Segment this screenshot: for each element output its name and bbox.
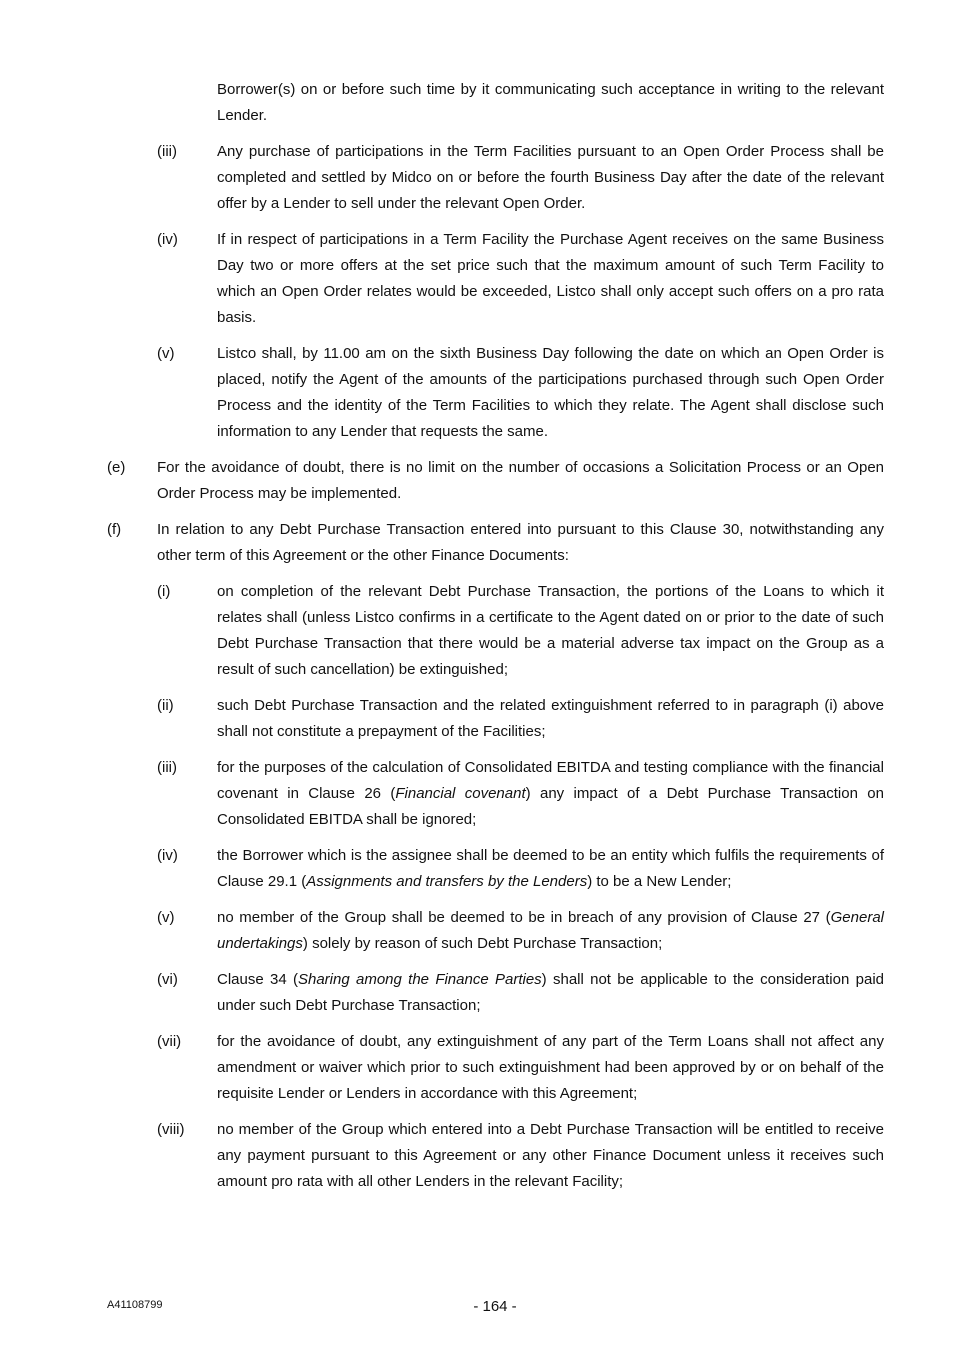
text-segment: no member of the Group shall be deemed to be in breach of any provision of Clause 27 (	[217, 909, 831, 926]
paragraph-number: (vi)	[157, 971, 178, 988]
paragraph-number: (iv)	[157, 231, 178, 248]
paragraph-f-v	[0, 905, 965, 957]
paragraph-number: (f)	[107, 521, 122, 538]
paragraph-number: (e)	[107, 459, 126, 476]
paragraph-f-iv	[0, 843, 965, 895]
paragraph-number: (vii)	[157, 1033, 182, 1050]
paragraph-number: (v)	[157, 909, 175, 926]
text-segment: ) to be a New Lender;	[587, 873, 732, 890]
text-segment: ) shall not be applicable to the consideration paid under such Debt Purchase Transaction;	[217, 971, 884, 1014]
paragraph-text: Listco shall, by 11.00 am on the sixth Business Day following the date on which an Open Order is placed, notify the Agent of the amounts of the participations purchased through such Open Order Process and the identity of the Term Facilities to which they relate. The Agent shall disclose such information to any Lender that requests the same.	[217, 345, 884, 440]
clause-title: Financial covenant	[395, 785, 526, 802]
paragraph-text: For the avoidance of doubt, there is no limit on the number of occasions a Solicitation Process or an Open Order Process may be implemented.	[157, 459, 884, 502]
text-segment: ) any impact of a Debt Purchase Transaction on Consolidated EBITDA shall be ignored;	[217, 785, 884, 828]
paragraph-d-iv	[0, 227, 965, 331]
paragraph-d-v	[0, 341, 965, 445]
paragraph-number: (iii)	[157, 759, 177, 776]
text-segment: Clause 34 (	[217, 971, 298, 988]
paragraph-text	[217, 967, 884, 1019]
paragraph-f-i	[0, 579, 965, 683]
paragraph-number: (ii)	[157, 697, 174, 714]
page-content	[0, 77, 965, 1205]
paragraph-text: no member of the Group which entered into a Debt Purchase Transaction will be entitled to receive any payment pursuant to this Agreement or any other Finance Document unless it receives such amount pro rata with all other Lenders in the relevant Facility;	[217, 1121, 884, 1190]
paragraph-text	[217, 905, 884, 957]
paragraph-number: (v)	[157, 345, 175, 362]
paragraph-f-iii	[0, 755, 965, 833]
paragraph-continuation	[0, 77, 965, 129]
paragraph-f-vi	[0, 967, 965, 1019]
paragraph-f-ii	[0, 693, 965, 745]
page-number: - 164 -	[473, 1298, 517, 1315]
paragraph-text: Any purchase of participations in the Term Facilities pursuant to an Open Order Process shall be completed and settled by Midco on or before the fourth Business Day after the date of the relevant offer by a Lender to sell under the relevant Open Order.	[217, 143, 884, 212]
paragraph-text: on completion of the relevant Debt Purchase Transaction, the portions of the Loans to which it relates shall (unless Listco confirms in a certificate to the Agent dated on or prior to the date of such Debt Purchase Transaction that there would be a material adverse tax impact on the Group as a result of such cancellation) be extinguished;	[217, 583, 884, 678]
paragraph-number: (viii)	[157, 1121, 185, 1138]
clause-title: General undertakings	[217, 909, 884, 952]
paragraph-number: (iii)	[157, 143, 177, 160]
paragraph-e	[0, 455, 965, 507]
paragraph-f-vii	[0, 1029, 965, 1107]
text-segment: for the purposes of the calculation of Consolidated EBITDA and testing compliance with the financial covenant in Clause 26 (	[217, 759, 884, 802]
clause-title: Sharing among the Finance Parties	[297, 971, 542, 988]
paragraph-f	[0, 517, 965, 569]
paragraph-text	[217, 843, 884, 895]
paragraph-text: In relation to any Debt Purchase Transaction entered into pursuant to this Clause 30, notwithstanding any other term of this Agreement or the other Finance Documents:	[157, 521, 884, 564]
document-reference: A41108799	[107, 1299, 163, 1311]
paragraph-text	[217, 755, 884, 833]
paragraph-f-viii	[0, 1117, 965, 1195]
paragraph-d-iii	[0, 139, 965, 217]
paragraph-number: (i)	[157, 583, 171, 600]
text-segment: ) solely by reason of such Debt Purchase Transaction;	[302, 935, 663, 952]
text-segment: the Borrower which is the assignee shall be deemed to be an entity which fulfils the requirements of Clause 29.1 (	[217, 847, 884, 890]
clause-title: Assignments and transfers by the Lenders	[306, 873, 588, 890]
paragraph-text: Borrower(s) on or before such time by it communicating such acceptance in writing to the relevant Lender.	[217, 81, 884, 124]
paragraph-text: If in respect of participations in a Term Facility the Purchase Agent receives on the same Business Day two or more offers at the set price such that the maximum amount of such Term Facility to which an Open Order relates would be exceeded, Listco shall only accept such offers on a pro rata basis.	[217, 231, 884, 326]
paragraph-text: such Debt Purchase Transaction and the related extinguishment referred to in paragraph (i) above shall not constitute a prepayment of the Facilities;	[217, 697, 884, 740]
paragraph-text: for the avoidance of doubt, any extinguishment of any part of the Term Loans shall not affect any amendment or waiver which prior to such extinguishment had been approved by or on behalf of the requisite Lender or Lenders in accordance with this Agreement;	[217, 1033, 884, 1102]
paragraph-number: (iv)	[157, 847, 178, 864]
